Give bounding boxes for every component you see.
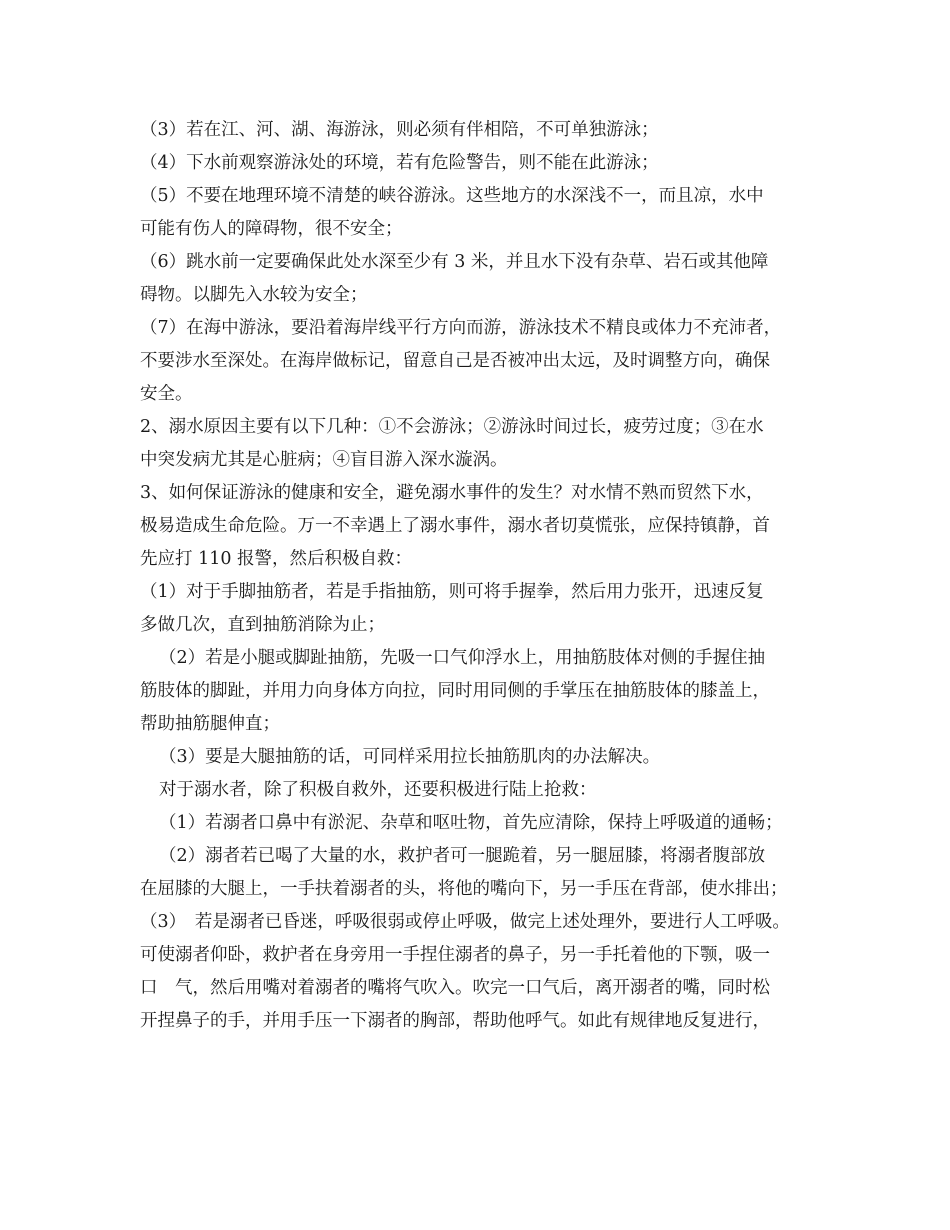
text-line-7: （7）在海中游泳，要沿着海岸线平行方向而游，游泳技术不精良或体力不充沛者， xyxy=(140,318,782,338)
text-line-11: 中突发病尤其是心脏病；④盲目游入深水漩涡。 xyxy=(140,450,508,470)
text-line-3: （5）不要在地理环境不清楚的峡谷游泳。这些地方的水深浅不一，而且凉，水中 xyxy=(140,186,764,206)
text-line-12: 3、如何保证游泳的健康和安全，避免溺水事件的发生？对水情不熟而贸然下水， xyxy=(140,483,764,503)
text-line-18: 筋肢体的脚趾，并用力向身体方向拉，同时用同侧的手掌压在抽筋肢体的膝盖上， xyxy=(140,681,770,701)
text-line-17: （2）若是小腿或脚趾抽筋，先吸一口气仰浮水上，用抽筋肢体对侧的手握住抽 xyxy=(159,648,766,668)
text-line-1: （3）若在江、河、湖、海游泳，则必须有伴相陪，不可单独游泳； xyxy=(140,120,659,140)
text-line-16: 多做几次，直到抽筋消除为止； xyxy=(140,615,385,635)
text-line-24: 在屈膝的大腿上，一手扶着溺者的头，将他的嘴向下，另一手压在背部，使水排出； xyxy=(140,879,788,899)
text-line-6: 碍物。以脚先入水较为安全； xyxy=(140,285,368,305)
text-line-5: （6）跳水前一定要确保此处水深至少有 3 米，并且水下没有杂草、岩石或其他障 xyxy=(140,252,769,272)
text-line-14: 先应打 110 报警，然后积极自救： xyxy=(140,549,413,569)
text-line-25: （3） 若是溺者已昏迷，呼吸很弱或停止呼吸，做完上述处理外，要进行人工呼吸。 xyxy=(140,912,790,932)
text-line-28: 开捏鼻子的手，并用手压一下溺者的胸部，帮助他呼气。如此有规律地反复进行， xyxy=(140,1011,770,1031)
text-line-19: 帮助抽筋腿伸直； xyxy=(140,714,280,734)
text-line-20: （3）要是大腿抽筋的话，可同样采用拉长抽筋肌肉的办法解决。 xyxy=(159,747,661,767)
text-line-2: （4）下水前观察游泳处的环境，若有危险警告，则不能在此游泳； xyxy=(140,153,659,173)
text-line-23: （2）溺者若已喝了大量的水，救护者可一腿跪着，另一腿屈膝，将溺者腹部放 xyxy=(159,846,766,866)
text-line-13: 极易造成生命危险。万一不幸遇上了溺水事件，溺水者切莫慌张，应保持镇静，首 xyxy=(140,516,770,536)
text-line-22: （1）若溺者口鼻中有淤泥、杂草和呕吐物，首先应清除，保持上呼吸道的通畅； xyxy=(159,813,783,833)
text-line-10: 2、溺水原因主要有以下几种：①不会游泳；②游泳时间过长，疲劳过度；③在水 xyxy=(140,417,764,437)
text-line-8: 不要涉水至深处。在海岸做标记，留意自己是否被冲出太远，及时调整方向，确保 xyxy=(140,351,770,371)
text-line-9: 安全。 xyxy=(140,384,193,404)
text-line-26: 可使溺者仰卧，救护者在身旁用一手捏住溺者的鼻子，另一手托着他的下颚，吸一 xyxy=(140,945,770,965)
text-line-27: 口 气，然后用嘴对着溺者的嘴将气吹入。吹完一口气后，离开溺者的嘴，同时松 xyxy=(140,978,770,998)
text-line-15: （1）对于手脚抽筋者，若是手指抽筋，则可将手握拳，然后用力张开，迅速反复 xyxy=(140,582,764,602)
text-line-4: 可能有伤人的障碍物，很不安全； xyxy=(140,219,403,239)
text-line-21: 对于溺水者，除了积极自救外，还要积极进行陆上抢救： xyxy=(159,780,597,800)
